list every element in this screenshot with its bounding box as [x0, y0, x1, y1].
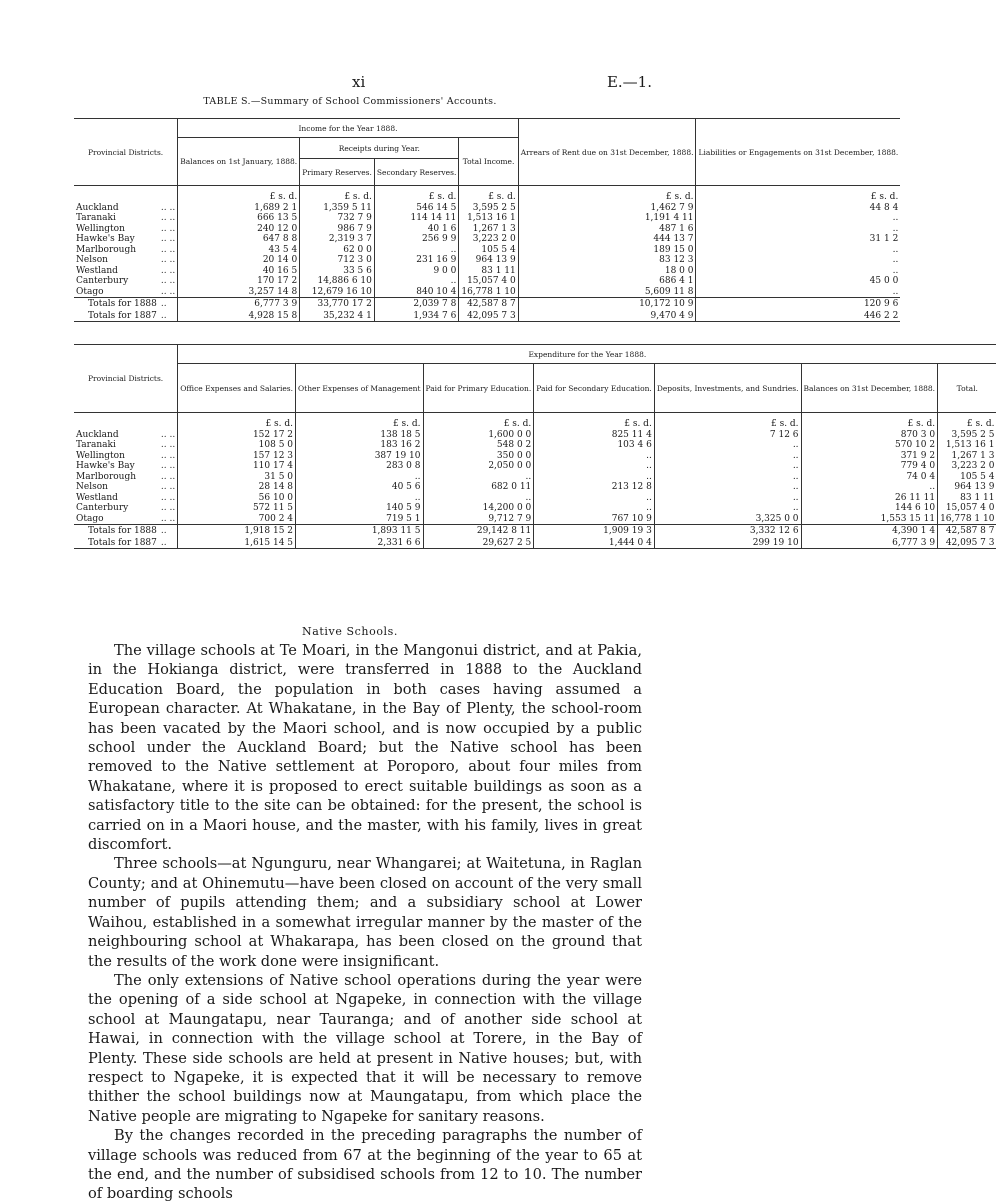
cell-value: 31 1 2: [696, 234, 900, 245]
table-row: [74, 213, 900, 224]
cell-value: 15,057 4 0: [938, 503, 996, 514]
cell-value: 3,325 0 0: [654, 514, 801, 525]
cell-value: ..: [374, 276, 458, 287]
leader-dots: .. ..: [160, 255, 176, 265]
leader-dots: .. ..: [160, 244, 176, 255]
col-total: Total.: [938, 364, 996, 413]
cell-value: ..: [654, 451, 801, 462]
cell-value: 546 14 5: [374, 203, 458, 214]
cell-value: 14,886 6 10: [300, 276, 375, 287]
cell-value: ..: [423, 493, 534, 504]
cell-value: ..: [534, 461, 655, 472]
cell-value: 1,934 7 6: [374, 310, 458, 322]
cell-value: 12,679 16 10: [300, 287, 375, 298]
cell-value: 10,172 10 9: [518, 298, 696, 310]
cell-value: 29,627 2 5: [423, 537, 534, 549]
unit-label: £ s. d.: [374, 192, 458, 203]
cell-value: ..: [296, 472, 423, 483]
cell-value: 114 14 11: [374, 213, 458, 224]
col-provincial-districts-2: Provincial Districts.: [88, 374, 164, 383]
cell-value: ..: [696, 287, 900, 298]
cell-value: 444 13 7: [518, 234, 696, 245]
leader-dots: .. ..: [160, 503, 176, 513]
cell-value: 387 19 10: [296, 451, 423, 462]
cell-value: ..: [801, 482, 938, 493]
cell-value: ..: [654, 493, 801, 504]
cell-value: 105 5 4: [459, 245, 518, 256]
cell-value: 28 14 8: [178, 482, 296, 493]
cell-value: 26 11 11: [801, 493, 938, 504]
col-total-income: Total Income.: [459, 138, 518, 186]
district-name: Marlborough: [76, 471, 137, 482]
district-name: Totals for 1888: [88, 526, 157, 536]
receipts-header: Receipts during Year.: [300, 138, 459, 159]
unit-label: £ s. d.: [423, 419, 534, 430]
cell-value: 1,553 15 11: [801, 514, 938, 525]
cell-value: 3,595 2 5: [938, 430, 996, 441]
cell-value: ..: [654, 503, 801, 514]
cell-value: 371 9 2: [801, 451, 938, 462]
table-row: [74, 514, 996, 525]
cell-value: 14,200 0 0: [423, 503, 534, 514]
unit-label: £ s. d.: [654, 419, 801, 430]
cell-value: 20 14 0: [178, 255, 300, 266]
cell-value: 40 16 5: [178, 266, 300, 277]
col-office-expenses: Office Expenses and Salaries.: [178, 364, 296, 413]
cell-value: 7 12 6: [654, 430, 801, 441]
cell-value: 2,039 7 8: [374, 298, 458, 310]
district-name: Auckland: [76, 202, 119, 213]
cell-value: 40 1 6: [374, 224, 458, 235]
district-name: Taranaki: [76, 213, 116, 223]
table-row: [74, 451, 996, 462]
table-row: [74, 245, 900, 256]
unit-label: £ s. d.: [178, 419, 296, 430]
leader-dots: .. ..: [160, 461, 176, 471]
cell-value: 1,893 11 5: [296, 525, 423, 537]
cell-value: 5,609 11 8: [518, 287, 696, 298]
district-name: Westland: [76, 492, 118, 503]
district-name: Otago: [76, 513, 104, 524]
cell-value: 9 0 0: [374, 266, 458, 277]
cell-value: ..: [423, 472, 534, 483]
cell-value: 2,050 0 0: [423, 461, 534, 472]
table-row: [74, 482, 996, 493]
cell-value: 732 7 9: [300, 213, 375, 224]
cell-value: 1,267 1 3: [938, 451, 996, 462]
cell-value: 6,777 3 9: [178, 298, 300, 310]
cell-value: 825 11 4: [534, 430, 655, 441]
cell-value: 43 5 4: [178, 245, 300, 256]
cell-value: 666 13 5: [178, 213, 300, 224]
cell-value: 964 13 9: [459, 255, 518, 266]
paragraph: By the changes recorded in the preceding paragraphs the number of village schools was reduced from 67 at the beginning of the year to 65 at the end, and the number of subsidised schools from 12 to 10. The number of boarding schools: [88, 1127, 642, 1203]
cell-value: 647 8 8: [178, 234, 300, 245]
unit-label: £ s. d.: [300, 192, 375, 203]
cell-value: 1,918 15 2: [178, 525, 296, 537]
col-paid-primary: Paid for Primary Education.: [423, 364, 534, 413]
cell-value: ..: [296, 493, 423, 504]
leader-dots: ..: [160, 299, 167, 309]
district-name: Wellington: [76, 223, 125, 234]
cell-value: 16,778 1 10: [459, 287, 518, 298]
expenditure-header: Expenditure for the Year 1888.: [178, 345, 996, 364]
cell-value: ..: [696, 213, 900, 224]
cell-value: 4,928 15 8: [178, 310, 300, 322]
leader-dots: .. ..: [160, 234, 176, 244]
cell-value: 1,615 14 5: [178, 537, 296, 549]
cell-value: 44 8 4: [696, 203, 900, 214]
cell-value: 572 11 5: [178, 503, 296, 514]
cell-value: 16,778 1 10: [938, 514, 996, 525]
cell-value: 3,223 2 0: [938, 461, 996, 472]
cell-value: 350 0 0: [423, 451, 534, 462]
district-name: Otago: [76, 286, 104, 297]
cell-value: 1,267 1 3: [459, 224, 518, 235]
table-row: [74, 440, 996, 451]
table-s-caption: TABLE S.—Summary of School Commissioners' Accounts.: [203, 96, 497, 107]
cell-value: 157 12 3: [178, 451, 296, 462]
cell-value: 83 1 11: [459, 266, 518, 277]
cell-value: 152 17 2: [178, 430, 296, 441]
cell-value: 35,232 4 1: [300, 310, 375, 322]
cell-value: 29,142 8 11: [423, 525, 534, 537]
cell-value: 108 5 0: [178, 440, 296, 451]
cell-value: 83 12 3: [518, 255, 696, 266]
cell-value: 1,909 19 3: [534, 525, 655, 537]
paragraph: Three schools—at Ngunguru, near Whangarei; at Waitetuna, in Raglan County; and at Ohinemutu—have been closed on account of the very small number of pupils attending them; and a subsidiary school at Lower Waihou, established in a somewhat irregular manner by the master of the neighbouring school at Whakarapa, has been closed on the ground that the results of the work done were insignificant.: [88, 855, 642, 970]
cell-value: 110 17 4: [178, 461, 296, 472]
cell-value: 170 17 2: [178, 276, 300, 287]
cell-value: ..: [534, 451, 655, 462]
cell-value: 487 1 6: [518, 224, 696, 235]
cell-value: 15,057 4 0: [459, 276, 518, 287]
cell-value: 42,095 7 3: [459, 310, 518, 322]
cell-value: 9,712 7 9: [423, 514, 534, 525]
totals-row: [74, 525, 996, 537]
leader-dots: .. ..: [160, 492, 176, 503]
cell-value: ..: [696, 245, 900, 256]
col-primary-reserves: Primary Reserves.: [300, 159, 375, 186]
table-row: [74, 461, 996, 472]
document-code: E.—1.: [606, 73, 652, 91]
leader-dots: .. ..: [160, 202, 176, 213]
district-name: Canterbury: [76, 276, 129, 286]
unit-label: £ s. d.: [459, 192, 518, 203]
cell-value: 686 4 1: [518, 276, 696, 287]
cell-value: 1,444 0 4: [534, 537, 655, 549]
leader-dots: .. ..: [160, 265, 176, 276]
leader-dots: .. ..: [160, 429, 176, 440]
col-provincial-districts: Provincial Districts.: [88, 147, 164, 157]
table-row: [74, 224, 900, 235]
cell-value: 283 0 8: [296, 461, 423, 472]
table-row: [74, 234, 900, 245]
cell-value: 33,770 17 2: [300, 298, 375, 310]
cell-value: 83 1 11: [938, 493, 996, 504]
district-name: Hawke's Bay: [76, 234, 135, 244]
commissioners-expenditure-table: [74, 344, 996, 549]
cell-value: 719 5 1: [296, 514, 423, 525]
leader-dots: .. ..: [160, 450, 176, 461]
commissioners-income-table: [74, 118, 900, 322]
unit-label: £ s. d.: [534, 419, 655, 430]
cell-value: 56 10 0: [178, 493, 296, 504]
cell-value: 3,257 14 8: [178, 287, 300, 298]
cell-value: 213 12 8: [534, 482, 655, 493]
cell-value: 3,595 2 5: [459, 203, 518, 214]
native-schools-heading: Native Schools.: [301, 625, 399, 638]
cell-value: 62 0 0: [300, 245, 375, 256]
cell-value: ..: [654, 440, 801, 451]
district-name: Totals for 1887: [88, 537, 157, 548]
cell-value: ..: [654, 482, 801, 493]
cell-value: 986 7 9: [300, 224, 375, 235]
cell-value: 144 6 10: [801, 503, 938, 514]
cell-value: 45 0 0: [696, 276, 900, 287]
cell-value: 767 10 9: [534, 514, 655, 525]
cell-value: 840 10 4: [374, 287, 458, 298]
cell-value: 1,689 2 1: [178, 203, 300, 214]
cell-value: 1,600 0 0: [423, 430, 534, 441]
cell-value: 964 13 9: [938, 482, 996, 493]
table-row: [74, 472, 996, 483]
leader-dots: .. ..: [160, 513, 176, 524]
table-row: [74, 287, 900, 298]
table-row: [74, 276, 900, 287]
cell-value: 299 19 10: [654, 537, 801, 549]
leader-dots: .. ..: [160, 276, 176, 286]
col-arrears: Arrears of Rent due on 31st December, 1888.: [518, 119, 696, 186]
district-name: Canterbury: [76, 503, 129, 513]
cell-value: 140 5 9: [296, 503, 423, 514]
cell-value: 105 5 4: [938, 472, 996, 483]
district-name: Marlborough: [76, 244, 137, 255]
cell-value: ..: [654, 472, 801, 483]
cell-value: 779 4 0: [801, 461, 938, 472]
income-header: Income for the Year 1888.: [178, 119, 519, 138]
cell-value: 256 9 9: [374, 234, 458, 245]
cell-value: 240 12 0: [178, 224, 300, 235]
unit-label: £ s. d.: [518, 192, 696, 203]
district-name: Hawke's Bay: [76, 461, 135, 471]
unit-label: £ s. d.: [296, 419, 423, 430]
cell-value: ..: [374, 245, 458, 256]
cell-value: 6,777 3 9: [801, 537, 938, 549]
cell-value: 42,095 7 3: [938, 537, 996, 549]
cell-value: ..: [696, 224, 900, 235]
col-balances-jan: Balances on 1st January, 1888.: [178, 138, 300, 186]
col-deposits: Deposits, Investments, and Sundries.: [654, 364, 801, 413]
leader-dots: .. ..: [160, 286, 176, 297]
cell-value: 4,390 1 4: [801, 525, 938, 537]
district-name: Totals for 1888: [88, 299, 157, 309]
cell-value: 1,513 16 1: [459, 213, 518, 224]
cell-value: 2,331 6 6: [296, 537, 423, 549]
cell-value: 120 9 6: [696, 298, 900, 310]
col-balances-dec: Balances on 31st December, 1888.: [801, 364, 938, 413]
cell-value: ..: [654, 461, 801, 472]
cell-value: 1,462 7 9: [518, 203, 696, 214]
cell-value: 870 3 0: [801, 430, 938, 441]
cell-value: 183 16 2: [296, 440, 423, 451]
cell-value: 231 16 9: [374, 255, 458, 266]
cell-value: 1,359 5 11: [300, 203, 375, 214]
paragraph: The village schools at Te Moari, in the Mangonui district, and at Pakia, in the Hokianga district, were transferred in 1888 to the Auckland Education Board, the population in both cases having assumed a European character. At Whakatane, in the Bay of Plenty, the school-room has been vacated by the Maori school, and is now occupied by a public school under the Auckland Board; but the Native school has been removed to the Native settlement at Poroporo, about four miles from Whakatane, where it is proposed to erect suitable buildings as soon as a satisfactory title to the site can be obtained: for the present, the school is carried on in a Maori house, and the master, with his family, lives in great discomfort.: [88, 642, 642, 854]
cell-value: 74 0 4: [801, 472, 938, 483]
table-row: [74, 430, 996, 441]
cell-value: 1,513 16 1: [938, 440, 996, 451]
district-name: Taranaki: [76, 440, 116, 450]
native-schools-body: [88, 641, 642, 1204]
cell-value: ..: [534, 472, 655, 483]
cell-value: 3,332 12 6: [654, 525, 801, 537]
district-name: Totals for 1887: [88, 310, 157, 321]
cell-value: 31 5 0: [178, 472, 296, 483]
leader-dots: .. ..: [160, 471, 176, 482]
district-name: Westland: [76, 265, 118, 276]
unit-label: £ s. d.: [178, 192, 300, 203]
cell-value: 3,223 2 0: [459, 234, 518, 245]
table-row: [74, 266, 900, 277]
col-paid-secondary: Paid for Secondary Education.: [534, 364, 655, 413]
table-row: [74, 493, 996, 504]
cell-value: ..: [696, 255, 900, 266]
cell-value: 700 2 4: [178, 514, 296, 525]
cell-value: 138 18 5: [296, 430, 423, 441]
totals-row: [74, 537, 996, 549]
unit-label: £ s. d.: [938, 419, 996, 430]
cell-value: 570 10 2: [801, 440, 938, 451]
totals-row: [74, 298, 900, 310]
col-other-expenses: Other Expenses of Management: [296, 364, 423, 413]
cell-value: 548 0 2: [423, 440, 534, 451]
page-number: xi: [352, 73, 366, 91]
district-name: Wellington: [76, 450, 125, 461]
leader-dots: ..: [160, 537, 167, 548]
cell-value: 189 15 0: [518, 245, 696, 256]
leader-dots: .. ..: [160, 482, 176, 492]
unit-label: £ s. d.: [696, 192, 900, 203]
cell-value: ..: [534, 503, 655, 514]
district-name: Nelson: [76, 255, 108, 265]
cell-value: 33 5 6: [300, 266, 375, 277]
district-name: Nelson: [76, 482, 108, 492]
cell-value: ..: [696, 266, 900, 277]
cell-value: 2,319 3 7: [300, 234, 375, 245]
table-row: [74, 503, 996, 514]
leader-dots: ..: [160, 526, 167, 536]
district-name: Auckland: [76, 429, 119, 440]
col-liabilities: Liabilities or Engagements on 31st December, 1888.: [696, 119, 900, 186]
totals-row: [74, 310, 900, 322]
unit-label: £ s. d.: [801, 419, 938, 430]
leader-dots: .. ..: [160, 223, 176, 234]
cell-value: 40 5 6: [296, 482, 423, 493]
leader-dots: ..: [160, 310, 167, 321]
cell-value: 42,587 8 7: [459, 298, 518, 310]
cell-value: 712 3 0: [300, 255, 375, 266]
cell-value: 1,191 4 11: [518, 213, 696, 224]
col-secondary-reserves: Secondary Reserves.: [374, 159, 458, 186]
leader-dots: .. ..: [160, 440, 176, 450]
cell-value: ..: [534, 493, 655, 504]
cell-value: 446 2 2: [696, 310, 900, 322]
cell-value: 103 4 6: [534, 440, 655, 451]
paragraph: The only extensions of Native school operations during the year were the opening of a side school at Ngapeke, in connection with the village school at Maungatapu, near Tauranga; and of another side school at Hawai, in connection with the village school at Torere, in the Bay of Plenty. These side schools are held at present in Native houses; but, with respect to Ngapeke, it is expected that it will be necessary to remove thither the school buildings now at Maungatapu, from which place the Native people are migrating to Ngapeke for sanitary reasons.: [88, 971, 642, 1125]
cell-value: 682 0 11: [423, 482, 534, 493]
table-row: [74, 203, 900, 214]
cell-value: 9,470 4 9: [518, 310, 696, 322]
table-row: [74, 255, 900, 266]
cell-value: 42,587 8 7: [938, 525, 996, 537]
cell-value: 18 0 0: [518, 266, 696, 277]
leader-dots: .. ..: [160, 213, 176, 223]
